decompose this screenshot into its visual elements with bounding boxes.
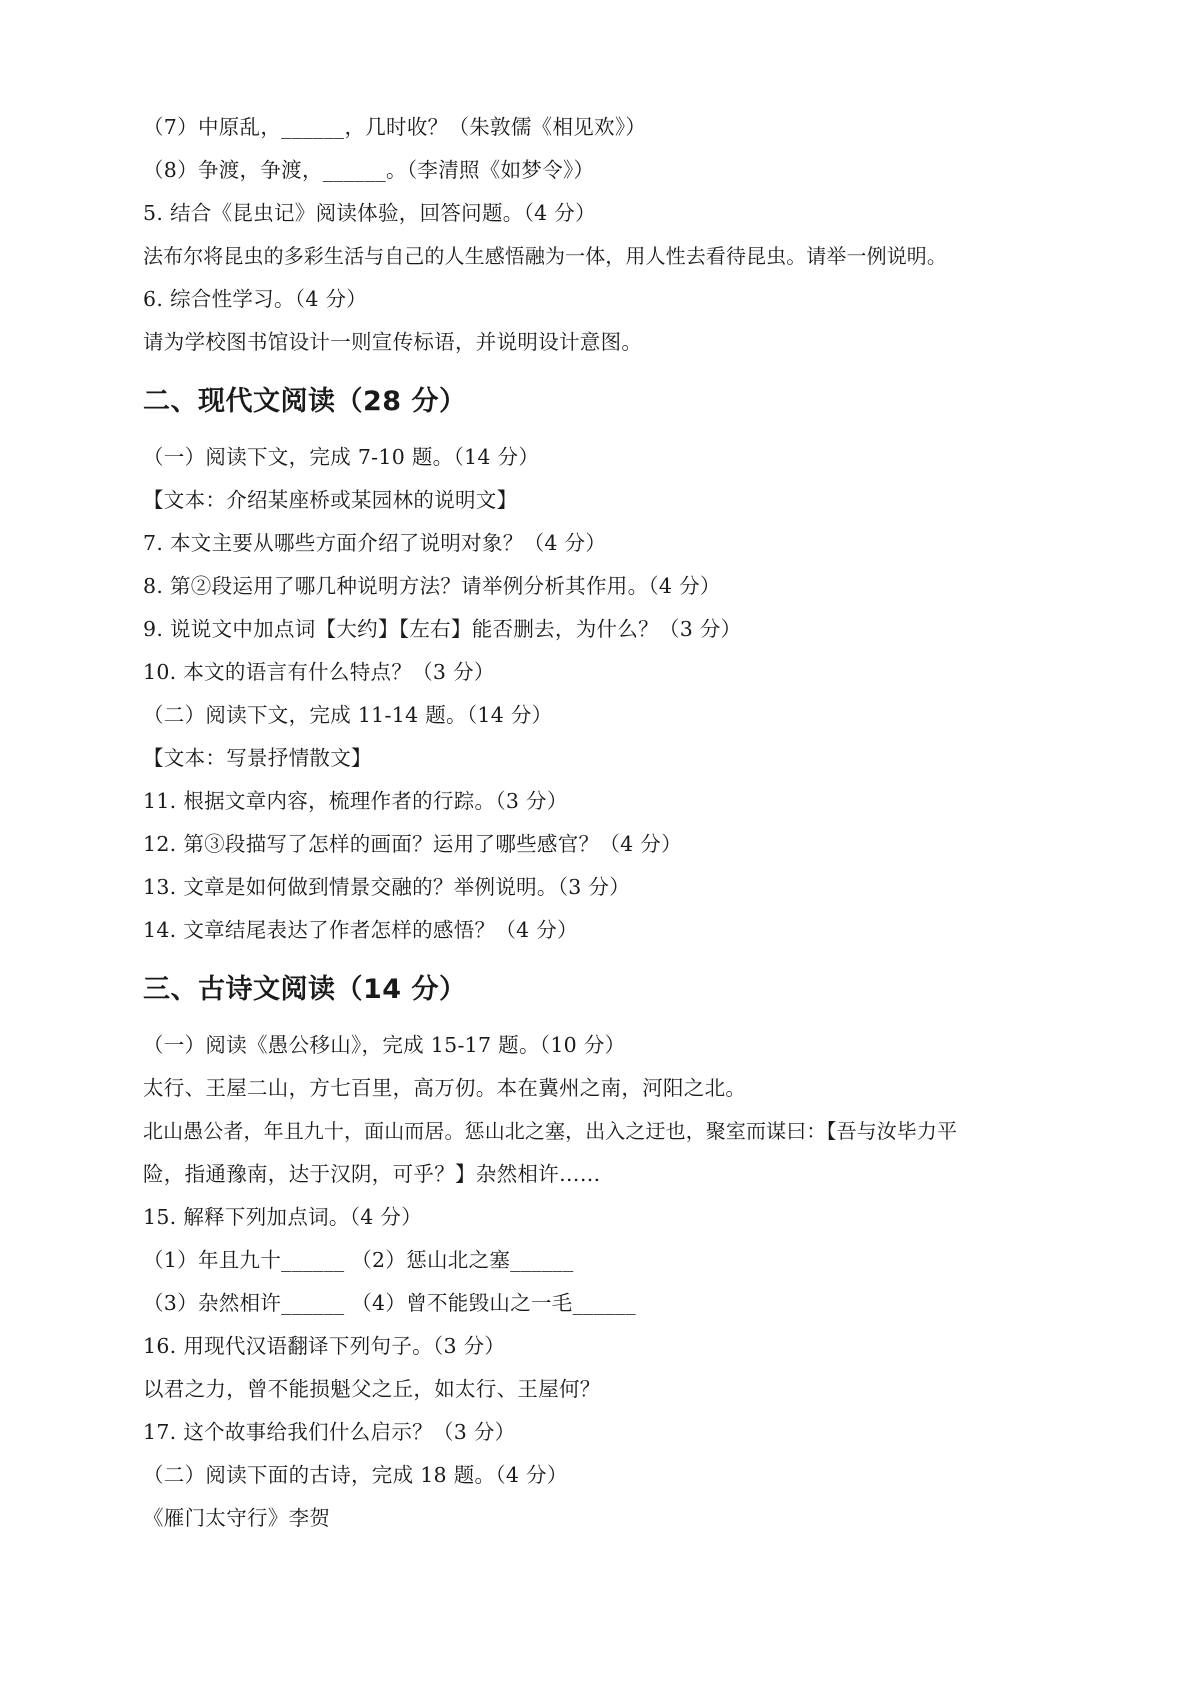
question-5-prompt: 法布尔将昆虫的多彩生活与自己的人生感悟融为一体，用人性去看待昆虫。请举一例说明。 xyxy=(143,244,947,268)
question-5: 5. 结合《昆虫记》阅读体验，回答问题。（4 分） xyxy=(143,201,596,225)
classical-part-2-instruction: （二）阅读下面的古诗，完成 18 题。（4 分） xyxy=(143,1463,568,1487)
question-8: 8. 第②段运用了哪几种说明方法？请举例分析其作用。（4 分） xyxy=(143,574,721,598)
question-15-items-3-4: （3）杂然相许______ （4）曾不能毁山之一毛______ xyxy=(143,1291,636,1315)
reading-part-1-instruction: （一）阅读下文，完成 7-10 题。（14 分） xyxy=(143,445,540,469)
question-6: 6. 综合性学习。（4 分） xyxy=(143,287,368,311)
poem-title-author: 《雁门太守行》李贺 xyxy=(143,1506,331,1530)
question-12: 12. 第③段描写了怎样的画面？运用了哪些感官？（4 分） xyxy=(143,832,682,856)
section-heading-classical-reading: 三、古诗文阅读（14 分） xyxy=(143,974,467,1005)
text-placeholder-expository: 【文本：介绍某座桥或某园林的说明文】 xyxy=(143,488,518,512)
question-16-sentence: 以君之力，曾不能损魁父之丘，如太行、王屋何？ xyxy=(143,1377,601,1401)
question-11: 11. 根据文章内容，梳理作者的行踪。（3 分） xyxy=(143,789,568,813)
question-9: 9. 说说文中加点词【大约】【左右】能否删去，为什么？（3 分） xyxy=(143,617,742,641)
question-10: 10. 本文的语言有什么特点？（3 分） xyxy=(143,660,495,684)
question-15: 15. 解释下列加点词。（4 分） xyxy=(143,1205,423,1229)
question-15-items-1-2: （1）年且九十______ （2）惩山北之塞______ xyxy=(143,1248,574,1272)
fill-blank-question-8: （8）争渡，争渡，______。（李清照《如梦令》） xyxy=(143,158,595,182)
question-14: 14. 文章结尾表达了作者怎样的感悟？（4 分） xyxy=(143,918,578,942)
question-13: 13. 文章是如何做到情景交融的？举例说明。（3 分） xyxy=(143,875,631,899)
question-7: 7. 本文主要从哪些方面介绍了说明对象？（4 分） xyxy=(143,531,607,555)
passage-line-1: 太行、王屋二山，方七百里，高万仞。本在冀州之南，河阳之北。 xyxy=(143,1076,747,1100)
passage-line-3: 险，指通豫南，达于汉阴，可乎？】杂然相许…… xyxy=(143,1162,601,1186)
question-6-prompt: 请为学校图书馆设计一则宣传标语，并说明设计意图。 xyxy=(143,330,643,354)
section-heading-modern-reading: 二、现代文阅读（28 分） xyxy=(143,386,467,417)
text-placeholder-prose: 【文本：写景抒情散文】 xyxy=(143,746,372,770)
question-17: 17. 这个故事给我们什么启示？（3 分） xyxy=(143,1420,516,1444)
classical-part-1-instruction: （一）阅读《愚公移山》，完成 15-17 题。（10 分） xyxy=(143,1033,626,1057)
question-16: 16. 用现代汉语翻译下列句子。（3 分） xyxy=(143,1334,506,1358)
passage-line-2: 北山愚公者，年且九十，面山而居。惩山北之塞，出入之迂也，聚室而谋曰：【吾与汝毕力平 xyxy=(143,1119,958,1143)
fill-blank-question-7: （7）中原乱，______，几时收？（朱敦儒《相见欢》） xyxy=(143,115,647,139)
reading-part-2-instruction: （二）阅读下文，完成 11-14 题。（14 分） xyxy=(143,703,553,727)
